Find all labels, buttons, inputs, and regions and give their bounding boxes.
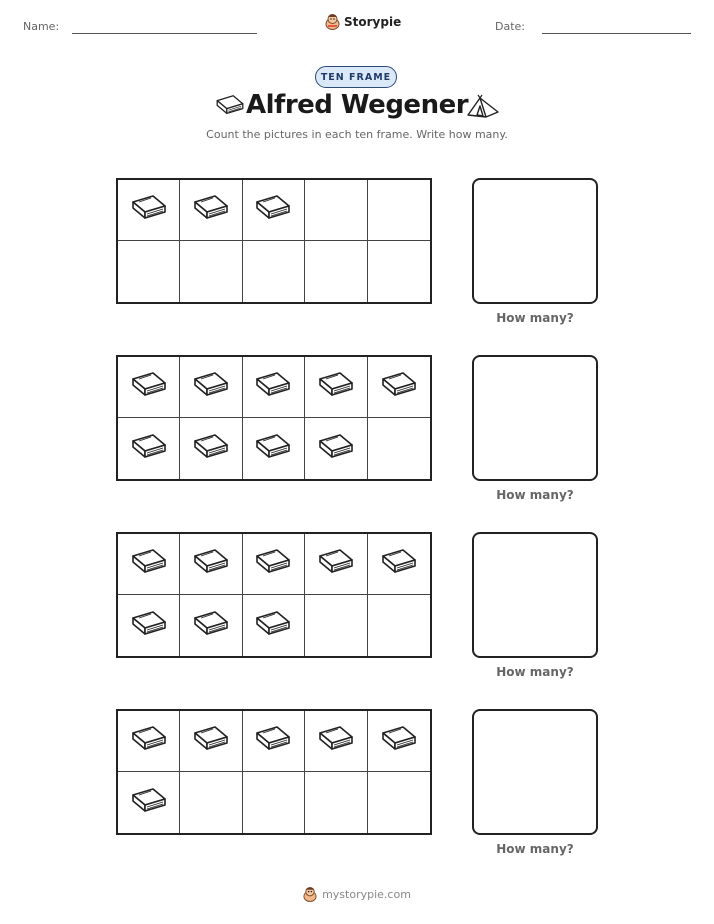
frame-cell xyxy=(180,241,242,302)
frame-cell xyxy=(305,418,367,479)
instructions: Count the pictures in each ten frame. Write how many. xyxy=(206,128,508,141)
how-many-label-1: How many? xyxy=(496,311,574,325)
book-icon xyxy=(379,548,419,580)
frame-cell xyxy=(243,534,305,595)
book-icon xyxy=(316,548,356,580)
frame-cell xyxy=(180,534,242,595)
frame-cell xyxy=(243,595,305,656)
tent-icon xyxy=(466,94,500,118)
frame-cell xyxy=(118,418,180,479)
frame-cell xyxy=(180,357,242,418)
answer-box-2[interactable] xyxy=(472,355,598,481)
frame-cell xyxy=(368,534,430,595)
frame-cell xyxy=(368,595,430,656)
ten-frame-4 xyxy=(116,709,432,835)
how-many-label-2: How many? xyxy=(496,488,574,502)
answer-box-4[interactable] xyxy=(472,709,598,835)
ten-frame-3 xyxy=(116,532,432,658)
footer-site: mystorypie.com xyxy=(322,887,411,901)
frame-cell xyxy=(180,595,242,656)
book-icon xyxy=(379,725,419,757)
frame-cell xyxy=(118,534,180,595)
how-many-label-4: How many? xyxy=(496,842,574,856)
frame-cell xyxy=(368,772,430,833)
book-icon xyxy=(129,610,169,642)
frame-cell xyxy=(243,180,305,241)
frame-cell xyxy=(368,241,430,302)
book-icon xyxy=(129,548,169,580)
book-icon xyxy=(253,610,293,642)
book-icon xyxy=(316,371,356,403)
book-icon xyxy=(129,194,169,226)
frame-cell xyxy=(243,711,305,772)
frame-cell xyxy=(118,595,180,656)
frame-cell xyxy=(118,711,180,772)
book-icon xyxy=(253,548,293,580)
frame-cell xyxy=(305,534,367,595)
book-icon xyxy=(129,787,169,819)
frame-cell xyxy=(368,711,430,772)
book-icon xyxy=(191,433,231,465)
worksheet-title: Alfred Wegener xyxy=(245,90,469,120)
frame-cell xyxy=(118,241,180,302)
frame-cell xyxy=(368,418,430,479)
frame-cell xyxy=(118,357,180,418)
book-icon xyxy=(316,433,356,465)
frame-cell xyxy=(243,241,305,302)
frame-cell xyxy=(243,357,305,418)
frame-cell xyxy=(305,241,367,302)
book-icon xyxy=(191,194,231,226)
ten-frame-1 xyxy=(116,178,432,304)
worksheet-type-badge: TEN FRAME xyxy=(315,66,397,88)
how-many-label-3: How many? xyxy=(496,665,574,679)
frame-cell xyxy=(118,180,180,241)
frame-cell xyxy=(118,772,180,833)
frame-cell xyxy=(305,595,367,656)
frame-cell xyxy=(180,418,242,479)
book-icon xyxy=(129,725,169,757)
answer-box-1[interactable] xyxy=(472,178,598,304)
frame-cell xyxy=(305,357,367,418)
footer xyxy=(0,886,714,902)
frame-cell xyxy=(243,772,305,833)
frame-cell xyxy=(305,180,367,241)
name-line[interactable] xyxy=(72,33,257,34)
frame-cell xyxy=(243,418,305,479)
frame-cell xyxy=(305,711,367,772)
book-icon xyxy=(253,194,293,226)
frame-cell xyxy=(180,772,242,833)
book-icon xyxy=(129,371,169,403)
book-icon xyxy=(191,371,231,403)
frame-cell xyxy=(180,711,242,772)
book-icon xyxy=(253,371,293,403)
pie-mascot-icon xyxy=(303,886,317,902)
ten-frame-2 xyxy=(116,355,432,481)
brand-name: Storypie xyxy=(344,14,402,29)
book-icon xyxy=(191,610,231,642)
book-icon xyxy=(253,725,293,757)
book-icon xyxy=(316,725,356,757)
book-icon xyxy=(191,725,231,757)
name-label: Name: xyxy=(23,20,60,33)
book-icon xyxy=(253,433,293,465)
frame-cell xyxy=(305,772,367,833)
frame-cell xyxy=(368,357,430,418)
book-icon xyxy=(379,371,419,403)
book-icon xyxy=(129,433,169,465)
date-line[interactable] xyxy=(542,33,691,34)
pie-mascot-icon xyxy=(325,13,340,30)
answer-box-3[interactable] xyxy=(472,532,598,658)
frame-cell xyxy=(180,180,242,241)
book-icon xyxy=(191,548,231,580)
frame-cell xyxy=(368,180,430,241)
date-label: Date: xyxy=(495,20,525,33)
brand-logo xyxy=(325,13,401,30)
